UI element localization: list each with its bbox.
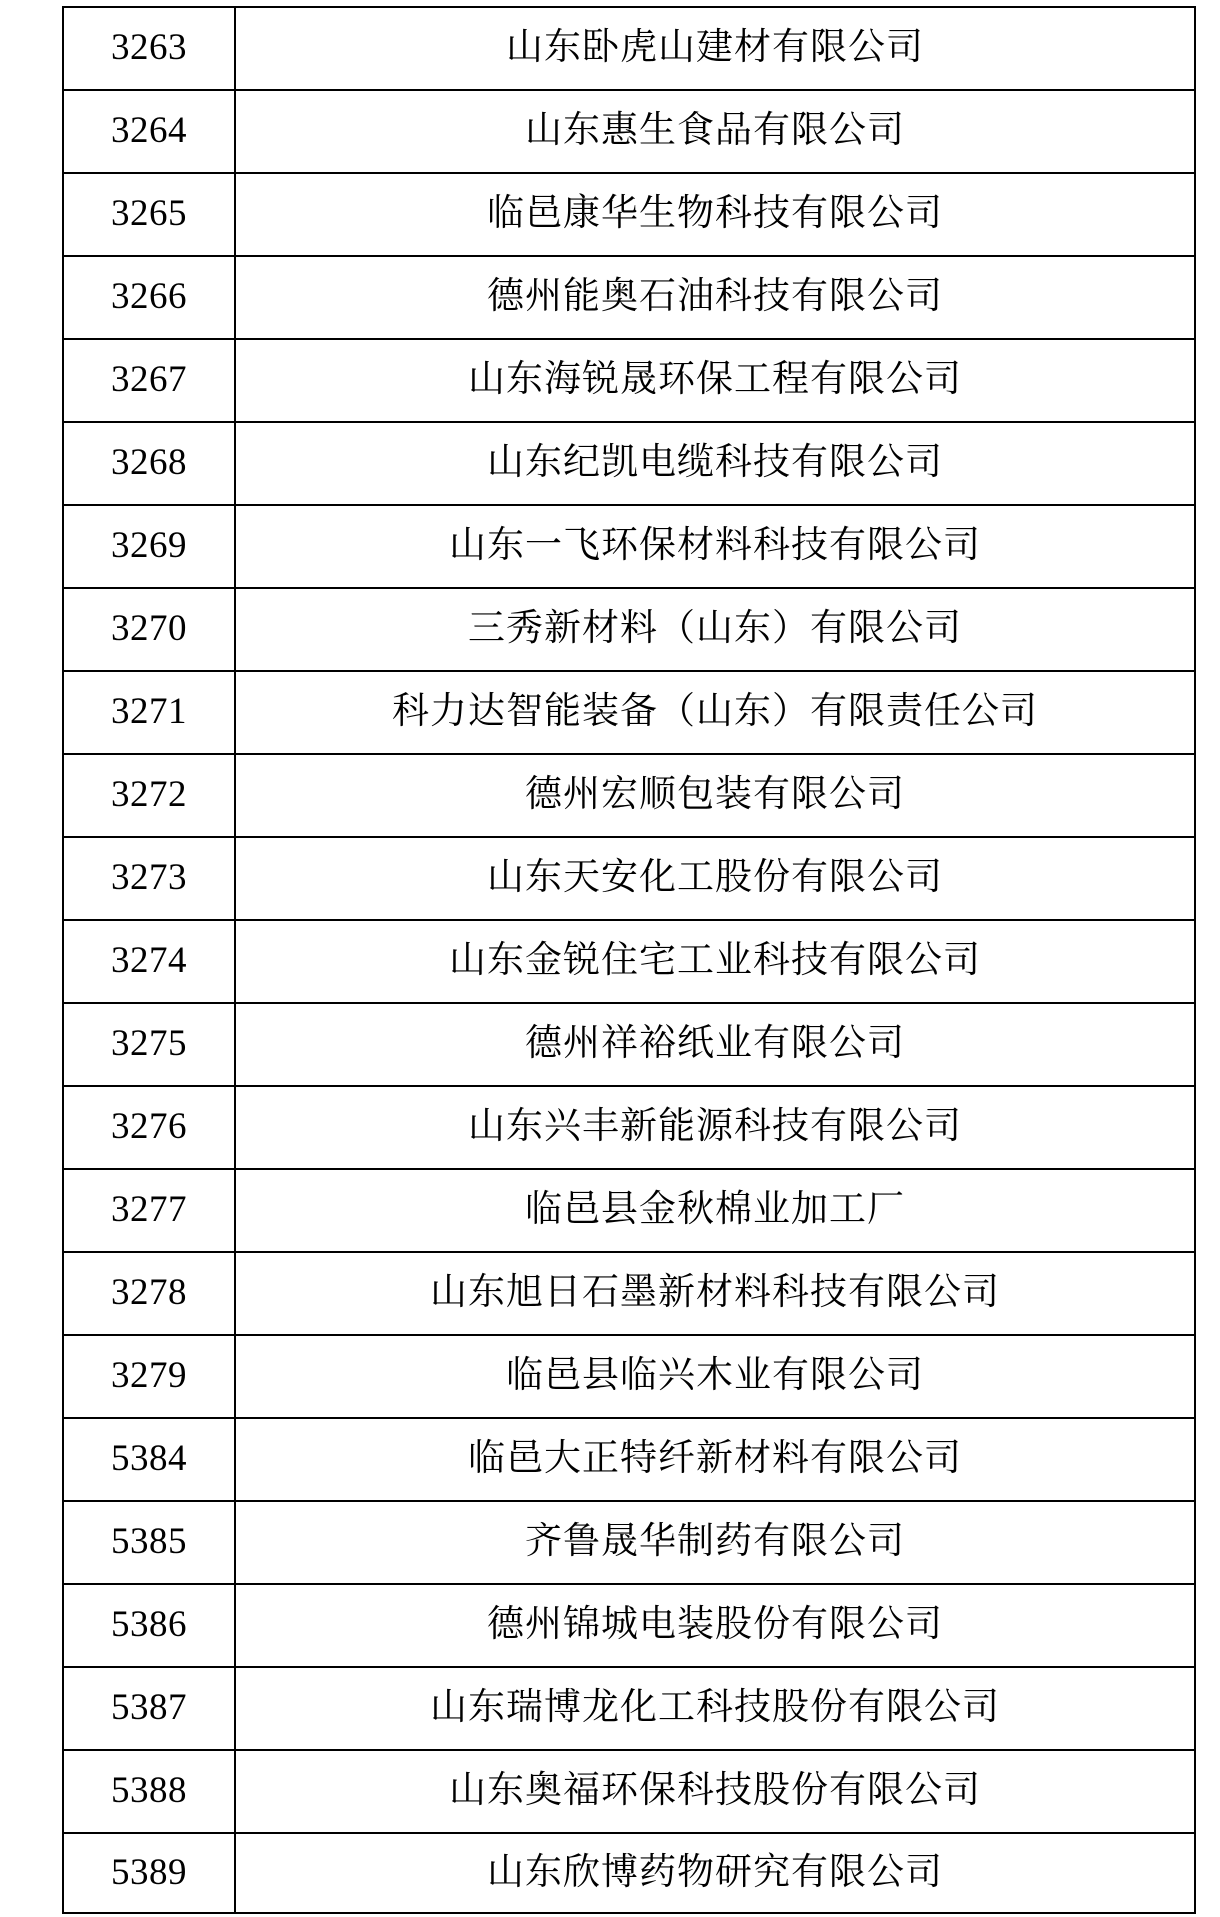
row-company-name: 临邑康华生物科技有限公司 <box>235 173 1195 256</box>
table-row <box>63 173 1195 256</box>
row-company-name: 山东海锐晟环保工程有限公司 <box>235 339 1195 422</box>
row-id: 3276 <box>63 1086 235 1169</box>
row-id: 3273 <box>63 837 235 920</box>
table-row <box>63 837 1195 920</box>
row-id: 3271 <box>63 671 235 754</box>
row-id: 3266 <box>63 256 235 339</box>
row-company-name: 山东一飞环保材料科技有限公司 <box>235 505 1195 588</box>
row-id: 3269 <box>63 505 235 588</box>
row-id: 5388 <box>63 1750 235 1833</box>
row-id: 3279 <box>63 1335 235 1418</box>
row-company-name: 山东兴丰新能源科技有限公司 <box>235 1086 1195 1169</box>
table-row <box>63 90 1195 173</box>
row-id: 3263 <box>63 7 235 90</box>
table-row <box>63 1750 1195 1833</box>
row-company-name: 山东欣博药物研究有限公司 <box>235 1833 1195 1913</box>
table-row <box>63 671 1195 754</box>
table-row <box>63 1418 1195 1501</box>
row-id: 5389 <box>63 1833 235 1913</box>
row-id: 3267 <box>63 339 235 422</box>
row-company-name: 山东金锐住宅工业科技有限公司 <box>235 920 1195 1003</box>
company-table <box>62 6 1196 1914</box>
table-row <box>63 422 1195 505</box>
table-row <box>63 588 1195 671</box>
row-company-name: 山东奥福环保科技股份有限公司 <box>235 1750 1195 1833</box>
row-id: 3277 <box>63 1169 235 1252</box>
row-company-name: 德州锦城电装股份有限公司 <box>235 1584 1195 1667</box>
row-company-name: 山东惠生食品有限公司 <box>235 90 1195 173</box>
row-id: 3270 <box>63 588 235 671</box>
table-row <box>63 339 1195 422</box>
row-id: 5387 <box>63 1667 235 1750</box>
row-company-name: 山东纪凯电缆科技有限公司 <box>235 422 1195 505</box>
company-table-container <box>62 6 1190 1914</box>
row-company-name: 山东卧虎山建材有限公司 <box>235 7 1195 90</box>
table-row <box>63 256 1195 339</box>
row-id: 3268 <box>63 422 235 505</box>
row-id: 3264 <box>63 90 235 173</box>
row-id: 5385 <box>63 1501 235 1584</box>
row-id: 3278 <box>63 1252 235 1335</box>
row-company-name: 德州能奥石油科技有限公司 <box>235 256 1195 339</box>
row-company-name: 临邑县金秋棉业加工厂 <box>235 1169 1195 1252</box>
row-company-name: 齐鲁晟华制药有限公司 <box>235 1501 1195 1584</box>
row-company-name: 山东旭日石墨新材料科技有限公司 <box>235 1252 1195 1335</box>
table-row <box>63 7 1195 90</box>
row-company-name: 德州宏顺包装有限公司 <box>235 754 1195 837</box>
table-row <box>63 1169 1195 1252</box>
table-row <box>63 1501 1195 1584</box>
row-company-name: 临邑县临兴木业有限公司 <box>235 1335 1195 1418</box>
row-id: 3275 <box>63 1003 235 1086</box>
row-company-name: 山东天安化工股份有限公司 <box>235 837 1195 920</box>
row-id: 3274 <box>63 920 235 1003</box>
row-company-name: 山东瑞博龙化工科技股份有限公司 <box>235 1667 1195 1750</box>
row-id: 3265 <box>63 173 235 256</box>
table-row <box>63 920 1195 1003</box>
table-row <box>63 1252 1195 1335</box>
row-id: 5384 <box>63 1418 235 1501</box>
table-row <box>63 1335 1195 1418</box>
table-row <box>63 1086 1195 1169</box>
table-row <box>63 1584 1195 1667</box>
table-row <box>63 1003 1195 1086</box>
table-row <box>63 1667 1195 1750</box>
row-company-name: 临邑大正特纤新材料有限公司 <box>235 1418 1195 1501</box>
row-company-name: 三秀新材料（山东）有限公司 <box>235 588 1195 671</box>
table-row <box>63 1833 1195 1913</box>
table-row <box>63 754 1195 837</box>
table-row <box>63 505 1195 588</box>
row-company-name: 科力达智能装备（山东）有限责任公司 <box>235 671 1195 754</box>
row-id: 5386 <box>63 1584 235 1667</box>
row-id: 3272 <box>63 754 235 837</box>
company-table-body <box>63 7 1195 1913</box>
row-company-name: 德州祥裕纸业有限公司 <box>235 1003 1195 1086</box>
